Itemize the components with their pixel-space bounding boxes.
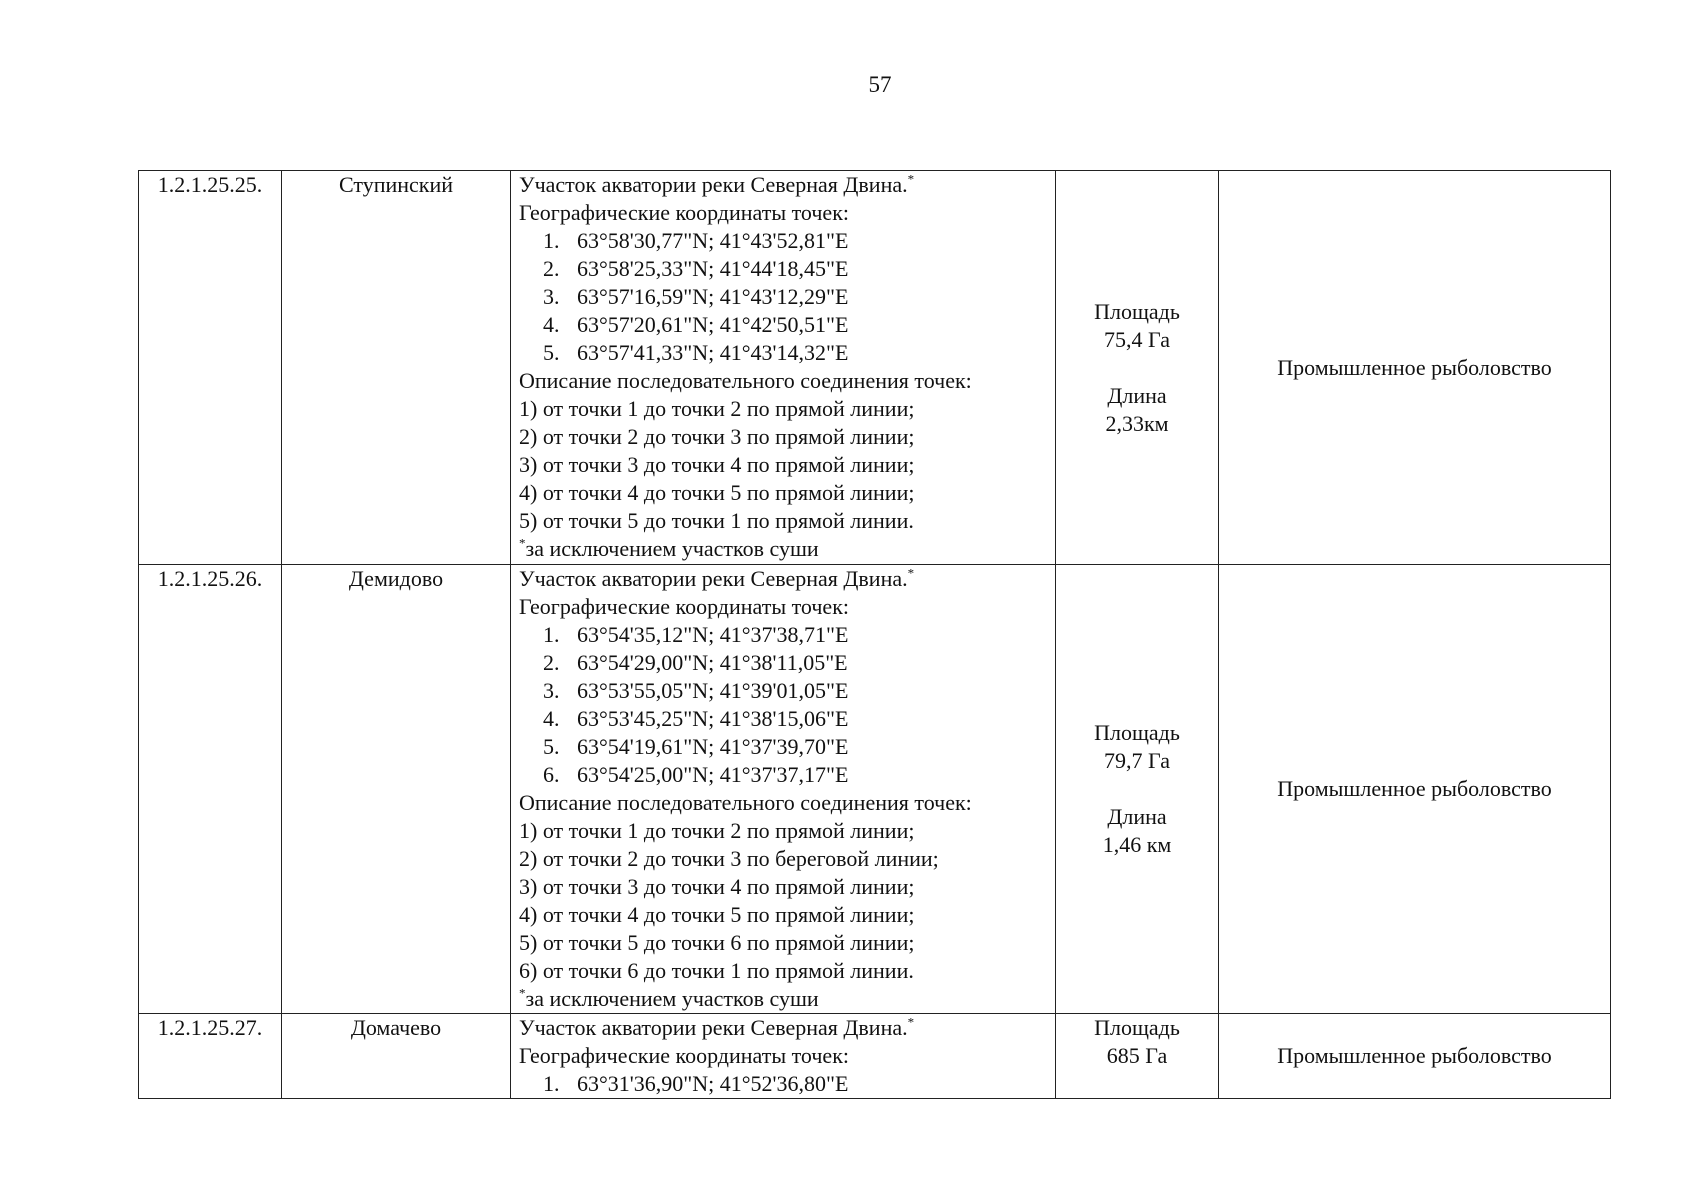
area-size — [1056, 171, 1219, 565]
area-size — [1056, 565, 1219, 1014]
area-name: Домачево — [282, 1014, 511, 1099]
area-code: 1.2.1.25.26. — [139, 565, 282, 1014]
list-item: 2) от точки 2 до точки 3 по береговой линии; — [519, 846, 939, 871]
list-item: 3) от точки 3 до точки 4 по прямой линии; — [519, 874, 915, 899]
footnote: *за исключением участков суши — [519, 535, 819, 561]
list-item: 5) от точки 5 до точки 1 по прямой линии. — [519, 508, 914, 533]
table-row — [139, 171, 1611, 565]
usage-type: Промышленное рыболовство — [1219, 1014, 1611, 1099]
coords-header: Географические координаты точек: — [519, 594, 849, 619]
list-item: 3. 63°53'55,05"N; 41°39'01,05"E — [543, 678, 849, 703]
list-item: 5. 63°57'41,33"N; 41°43'14,32"E — [543, 340, 849, 365]
area-description — [511, 565, 1056, 1014]
list-item: 5. 63°54'19,61"N; 41°37'39,70"E — [543, 734, 849, 759]
list-item: 3) от точки 3 до точки 4 по прямой линии; — [519, 452, 915, 477]
area-label: Площадь — [1094, 1015, 1180, 1040]
footnote: *за исключением участков суши — [519, 985, 819, 1011]
table-row — [139, 1014, 1611, 1099]
coords-header: Географические координаты точек: — [519, 200, 849, 225]
length-value: 2,33км — [1105, 410, 1169, 436]
table-row — [139, 565, 1611, 1014]
list-item: 5) от точки 5 до точки 6 по прямой линии; — [519, 930, 915, 955]
list-item: 1) от точки 1 до точки 2 по прямой линии; — [519, 396, 915, 421]
list-item: 2. 63°54'29,00"N; 41°38'11,05"E — [543, 650, 848, 675]
connection-header: Описание последовательного соединения точек: — [519, 790, 972, 815]
area-size — [1056, 1014, 1219, 1099]
area-title: Участок акватории реки Северная Двина.* — [519, 565, 915, 591]
area-title: Участок акватории реки Северная Двина.* — [519, 1014, 915, 1040]
list-item: 1. 63°31'36,90"N; 41°52'36,80"E — [543, 1071, 849, 1096]
area-label: Площадь — [1094, 298, 1180, 324]
list-item: 3. 63°57'16,59"N; 41°43'12,29"E — [543, 284, 849, 309]
usage-type: Промышленное рыболовство — [1219, 171, 1611, 565]
list-item: 1) от точки 1 до точки 2 по прямой линии; — [519, 818, 915, 843]
area-value: 685 Га — [1106, 1043, 1168, 1068]
area-description — [511, 171, 1056, 565]
usage-type: Промышленное рыболовство — [1219, 565, 1611, 1014]
list-item: 4) от точки 4 до точки 5 по прямой линии; — [519, 480, 915, 505]
list-item: 1. 63°58'30,77"N; 41°43'52,81"E — [543, 228, 849, 253]
area-code: 1.2.1.25.25. — [139, 171, 282, 565]
length-value: 1,46 км — [1102, 832, 1172, 857]
area-value: 79,7 Га — [1104, 748, 1170, 773]
list-item: 4. 63°57'20,61"N; 41°42'50,51"E — [543, 312, 849, 337]
list-item: 2. 63°58'25,33"N; 41°44'18,45"E — [543, 256, 849, 281]
length-label: Длина — [1107, 804, 1167, 829]
list-item: 6) от точки 6 до точки 1 по прямой линии. — [519, 958, 914, 983]
area-title: Участок акватории реки Северная Двина.* — [519, 171, 915, 197]
list-item: 4. 63°53'45,25"N; 41°38'15,06"E — [543, 706, 849, 731]
list-item: 2) от точки 2 до точки 3 по прямой линии; — [519, 424, 915, 449]
area-description — [511, 1014, 1056, 1099]
area-name: Ступинский — [282, 171, 511, 565]
area-code: 1.2.1.25.27. — [139, 1014, 282, 1099]
coords-header: Географические координаты точек: — [519, 1043, 849, 1068]
connection-header: Описание последовательного соединения точек: — [519, 368, 972, 393]
list-item: 6. 63°54'25,00"N; 41°37'37,17"E — [543, 762, 849, 787]
area-label: Площадь — [1094, 720, 1180, 745]
list-item: 1. 63°54'35,12"N; 41°37'38,71"E — [543, 622, 849, 647]
area-name: Демидово — [282, 565, 511, 1014]
page-number: 57 — [868, 72, 892, 97]
area-value: 75,4 Га — [1104, 326, 1170, 352]
length-label: Длина — [1107, 382, 1167, 408]
fishing-areas-table — [138, 170, 1611, 1099]
list-item: 4) от точки 4 до точки 5 по прямой линии; — [519, 902, 915, 927]
